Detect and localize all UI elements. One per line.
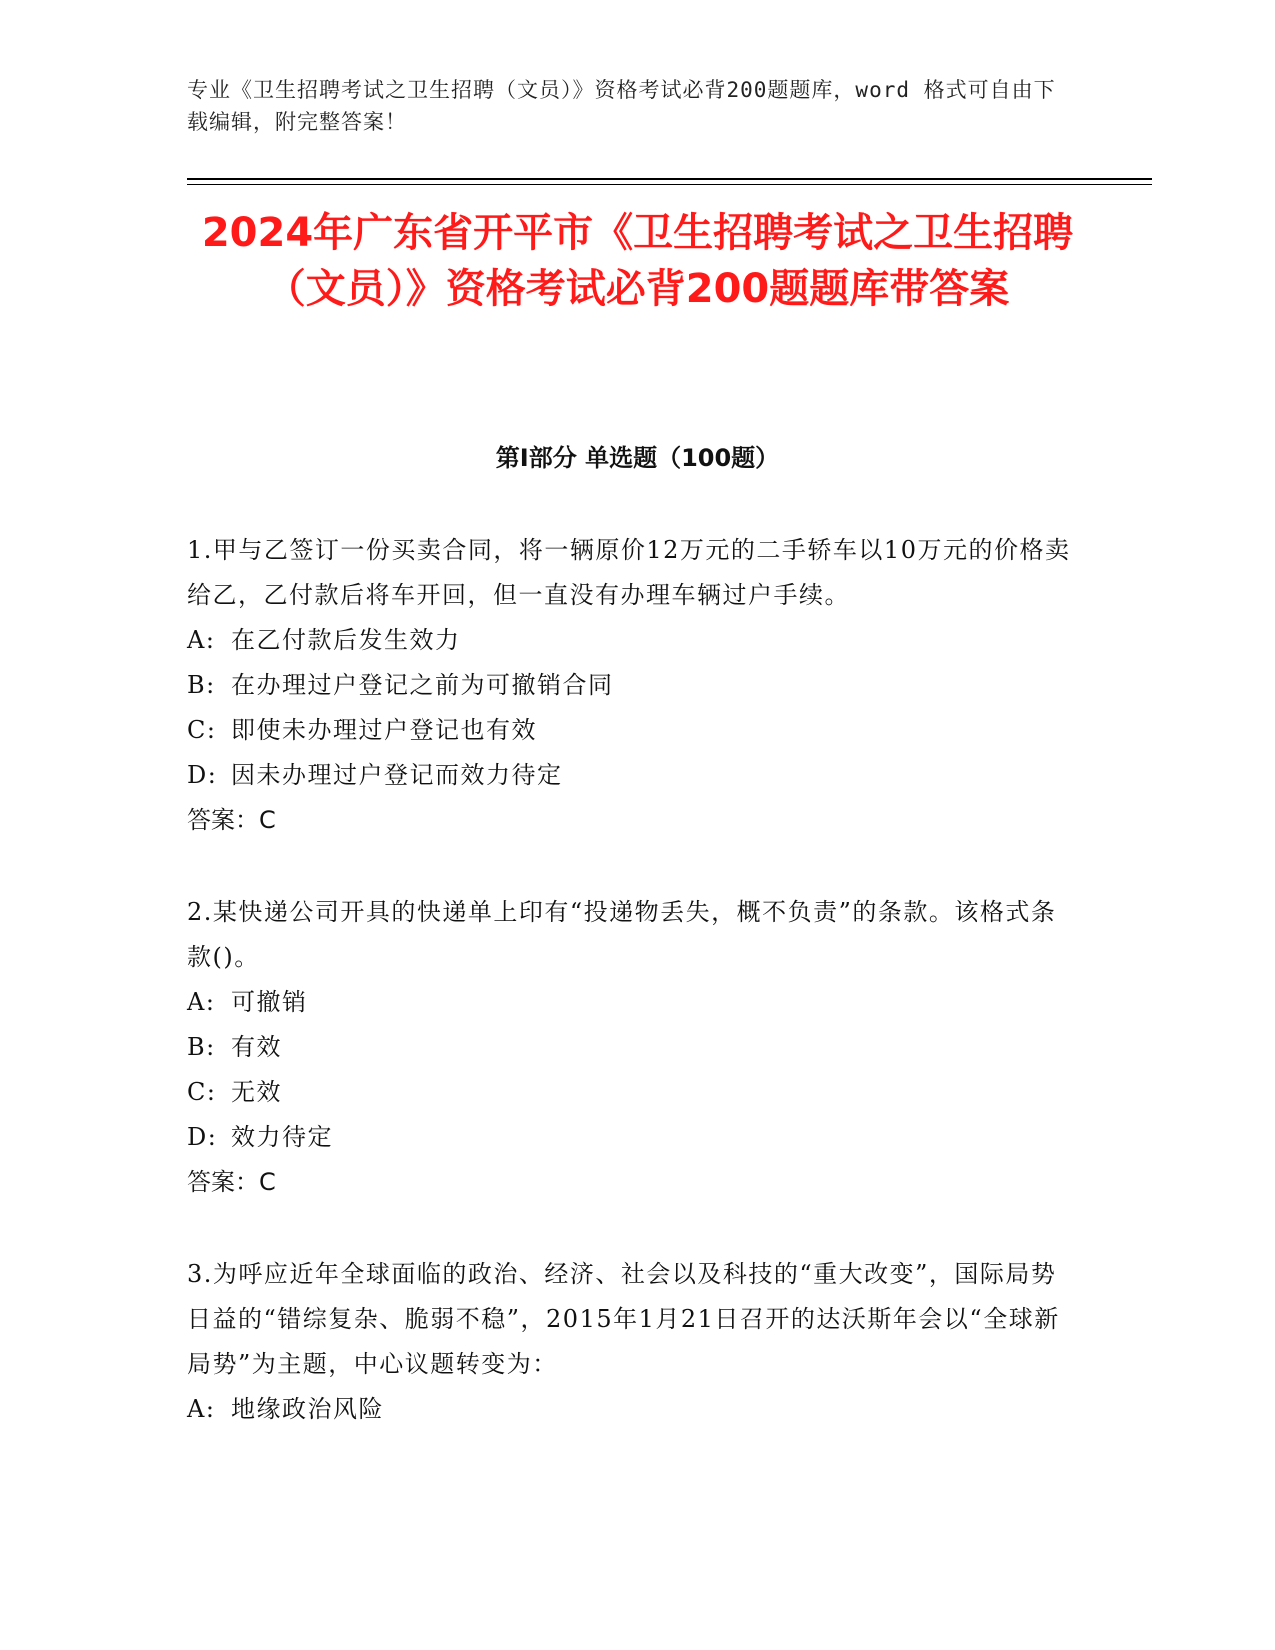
option-text: 在乙付款后发生效力 <box>231 626 461 654</box>
option-text: 即使未办理过户登记也有效 <box>231 716 537 744</box>
header-divider-thick <box>187 178 1152 180</box>
option-text: 地缘政治风险 <box>231 1395 384 1423</box>
question-2 <box>187 890 1077 1205</box>
document-title: 2024年广东省开平市《卫生招聘考试之卫生招聘（文员）》资格考试必背200题题库带答案 <box>201 210 1074 312</box>
question-3 <box>187 1252 1077 1432</box>
question-stem: 2.某快递公司开具的快递单上印有“投递物丢失，概不负责”的条款。该格式条款()。 <box>187 898 1057 971</box>
question-stem: 3.为呼应近年全球面临的政治、经济、社会以及科技的“重大改变”，国际局势日益的“错综复杂、脆弱不稳”，2015年1月21日召开的达沃斯年会以“全球新局势”为主题，中心议题转变为： <box>187 1260 1060 1378</box>
header-divider-thin <box>187 184 1152 185</box>
option-letter: D: <box>187 761 218 789</box>
option-d <box>187 1115 1077 1160</box>
option-letter: A: <box>187 988 216 1016</box>
option-text: 因未办理过户登记而效力待定 <box>231 761 563 789</box>
answer-line: 答案：C <box>187 1168 276 1196</box>
option-c <box>187 1070 1077 1115</box>
option-a <box>187 1387 1077 1432</box>
option-letter: D: <box>187 1123 218 1151</box>
option-text: 可撤销 <box>231 988 308 1016</box>
option-text: 有效 <box>231 1033 282 1061</box>
option-text: 在办理过户登记之前为可撤销合同 <box>231 671 614 699</box>
option-letter: B: <box>187 671 216 699</box>
header-note: 专业《卫生招聘考试之卫生招聘（文员）》资格考试必背200题题库，word 格式可自由下载编辑，附完整答案！ <box>187 78 1056 134</box>
option-c <box>187 708 1077 753</box>
option-a <box>187 618 1077 663</box>
question-stem: 1.甲与乙签订一份买卖合同，将一辆原价12万元的二手轿车以10万元的价格卖给乙，乙付款后将车开回，但一直没有办理车辆过户手续。 <box>187 536 1071 609</box>
option-letter: B: <box>187 1033 216 1061</box>
option-a <box>187 980 1077 1025</box>
option-letter: C: <box>187 1078 217 1106</box>
option-b <box>187 663 1077 708</box>
option-d <box>187 753 1077 798</box>
option-letter: A: <box>187 626 216 654</box>
option-text: 效力待定 <box>231 1123 333 1151</box>
question-1 <box>187 528 1077 843</box>
option-letter: A: <box>187 1395 216 1423</box>
section-heading: 第Ⅰ部分 单选题（100题） <box>495 444 780 472</box>
option-b <box>187 1025 1077 1070</box>
option-letter: C: <box>187 716 217 744</box>
answer-line: 答案：C <box>187 806 276 834</box>
option-text: 无效 <box>231 1078 282 1106</box>
question-list <box>187 528 1077 1479</box>
